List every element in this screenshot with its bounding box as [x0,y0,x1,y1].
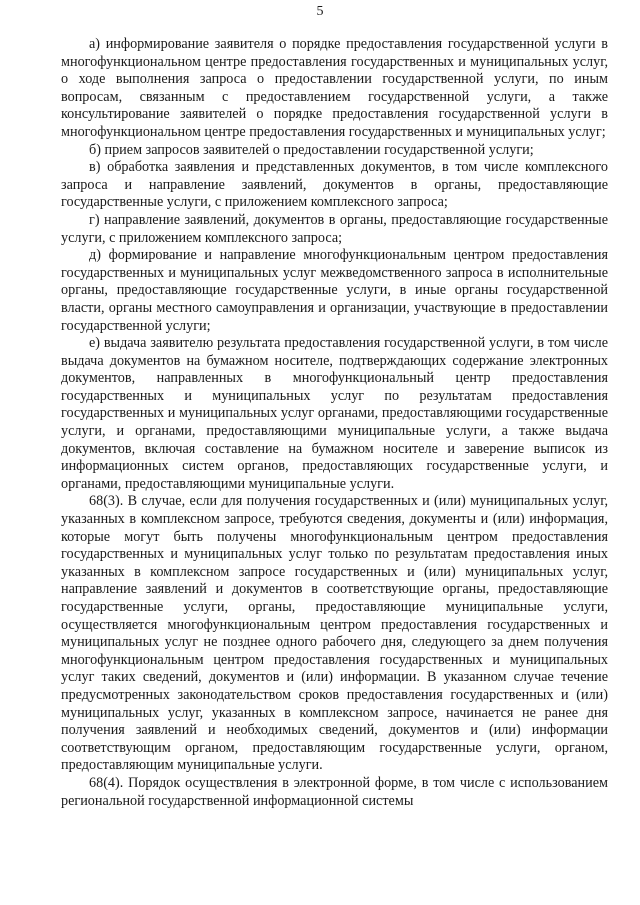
paragraph-v-processing: в) обработка заявления и представленных документов, в том числе комплексного запроса и направление заявлений, документов в органы, предоставляющие государственные услуги, с приложением комплексного запроса; [61,159,608,211]
paragraph-68-4: 68(4). Порядок осуществления в электронной форме, в том числе с использованием региональной государственной информационной системы [61,774,608,809]
page-number: 5 [316,4,324,19]
document-body [61,36,608,810]
paragraph-e-issuance: е) выдача заявителю результата предоставления государственной услуги, в том числе выдача документов на бумажном носителе, подтверждающих содержание электронных документов, направленных в многофункциональный центр предоставления государственных и муниципальных услуг по результатам предоставления государственных и муниципальных услуг органами, предоставляющими государственные услуги, и органами, предоставляющими муниципальные услуги, а также выдача документов, включая составление на бумажном носителе и заверение выписок из информационных систем органов, предоставляющих государственные услуги, и органами, предоставляющими муниципальные услуги. [61,335,608,492]
paragraph-b-reception: б) прием запросов заявителей о предоставлении государственной услуги; [89,141,534,158]
paragraph-d-interagency-request: д) формирование и направление многофункциональным центром предоставления государственных и муниципальных услуг межведомственного запроса в исполнительные органы, предоставляющие государственные услуги, в иные органы государственной власти, органы местного самоуправления и организации, участвующие в предоставлении государственной услуги; [61,247,608,334]
paragraph-68-3: 68(3). В случае, если для получения государственных и (или) муниципальных услуг, указанных в комплексном запросе, требуются сведения, документы и (или) информация, которые могут быть получены многофункциональным центром предоставления государственных и муниципальных услуг только по результатам предоставления иных указанных в комплексном запросе государственных и (или) муниципальных услуг, направление заявлений и документов в соответствующие органы, предоставляющие государственные услуги, органы, предоставляющие муниципальные услуги, осуществляется многофункциональным центром предоставления государственных и муниципальных услуг не позднее одного рабочего дня, следующего за днем получения многофункциональным центром предоставления государственных и муниципальных услуг таких сведений, документов и (или) информации. В указанном случае течение предусмотренных законодательством сроков предоставления государственных и (или) муниципальных услуг, указанных в комплексном запросе, начинается не ранее дня получения заявлений и необходимых сведений, документов и (или) информации соответствующим органом, предоставляющим государственные услуги, органом, предоставляющим муниципальные услуги. [61,493,608,774]
paragraph-a-informing: а) информирование заявителя о порядке предоставления государственной услуги в многофункциональном центре предоставления государственных и муниципальных услуг, о ходе выполнения запроса о предоставлении государственной услуги, по иным вопросам, связанным с предоставлением государственной услуги, а также консультирование заявителей о порядке предоставления государственной услуги в многофункциональном центре предоставления государственных и муниципальных услуг; [61,36,608,140]
paragraph-g-sending: г) направление заявлений, документов в органы, предоставляющие государственные услуги, с приложением комплексного запроса; [61,211,608,246]
